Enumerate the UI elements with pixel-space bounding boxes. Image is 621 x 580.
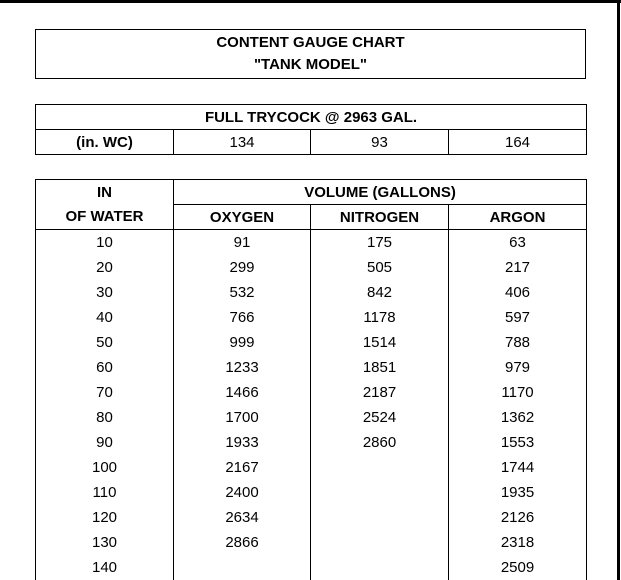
nitrogen-cell: 1178 (311, 305, 449, 330)
oxygen-cell: 91 (174, 230, 311, 256)
water-inches-cell: 90 (36, 430, 174, 455)
table-row (36, 455, 587, 480)
argon-cell: 2509 (449, 555, 587, 580)
table-row (36, 230, 587, 256)
argon-cell: 788 (449, 330, 587, 355)
table-row (36, 505, 587, 530)
trycock-unit-label: (in. WC) (36, 130, 174, 155)
water-inches-cell: 80 (36, 405, 174, 430)
table-row (36, 280, 587, 305)
water-inches-cell: 50 (36, 330, 174, 355)
argon-cell: 979 (449, 355, 587, 380)
oxygen-cell: 1233 (174, 355, 311, 380)
table-row (36, 355, 587, 380)
oxygen-cell: 999 (174, 330, 311, 355)
page-border-top (0, 0, 621, 3)
nitrogen-cell: 1514 (311, 330, 449, 355)
water-inches-cell: 10 (36, 230, 174, 256)
oxygen-cell: 299 (174, 255, 311, 280)
nitrogen-cell (311, 480, 449, 505)
water-inches-cell: 20 (36, 255, 174, 280)
argon-cell: 1170 (449, 380, 587, 405)
nitrogen-cell (311, 455, 449, 480)
nitrogen-cell (311, 555, 449, 580)
argon-cell: 63 (449, 230, 587, 256)
water-inches-cell: 110 (36, 480, 174, 505)
water-inches-cell: 120 (36, 505, 174, 530)
argon-cell: 217 (449, 255, 587, 280)
oxygen-cell: 1466 (174, 380, 311, 405)
trycock-oxygen-value: 134 (174, 130, 311, 155)
nitrogen-cell (311, 530, 449, 555)
table-row (36, 555, 587, 580)
nitrogen-cell (311, 505, 449, 530)
table-row (36, 430, 587, 455)
water-inches-cell: 100 (36, 455, 174, 480)
volume-table (35, 179, 587, 580)
water-inches-cell: 30 (36, 280, 174, 305)
trycock-nitrogen-value: 93 (311, 130, 449, 155)
water-inches-cell: 60 (36, 355, 174, 380)
nitrogen-cell: 175 (311, 230, 449, 256)
water-inches-cell: 40 (36, 305, 174, 330)
page-border-right (617, 0, 620, 580)
volume-header-row-2 (36, 205, 587, 230)
oxygen-cell: 1700 (174, 405, 311, 430)
column-header-argon: ARGON (449, 205, 587, 230)
oxygen-cell: 2866 (174, 530, 311, 555)
argon-cell: 597 (449, 305, 587, 330)
argon-cell: 1744 (449, 455, 587, 480)
nitrogen-cell: 2524 (311, 405, 449, 430)
trycock-table (35, 104, 587, 155)
water-inches-cell: 70 (36, 380, 174, 405)
nitrogen-cell: 2187 (311, 380, 449, 405)
oxygen-cell: 2634 (174, 505, 311, 530)
oxygen-cell: 1933 (174, 430, 311, 455)
column-header-in: IN (36, 180, 174, 205)
argon-cell: 406 (449, 280, 587, 305)
oxygen-cell: 2167 (174, 455, 311, 480)
column-header-nitrogen: NITROGEN (311, 205, 449, 230)
table-row (36, 380, 587, 405)
water-inches-cell: 140 (36, 555, 174, 580)
argon-cell: 1553 (449, 430, 587, 455)
argon-cell: 1935 (449, 480, 587, 505)
argon-cell: 2126 (449, 505, 587, 530)
trycock-values-row (36, 130, 587, 155)
oxygen-cell: 766 (174, 305, 311, 330)
table-row (36, 530, 587, 555)
table-row (36, 480, 587, 505)
nitrogen-cell: 2860 (311, 430, 449, 455)
column-header-oxygen: OXYGEN (174, 205, 311, 230)
oxygen-cell: 532 (174, 280, 311, 305)
column-header-volume: VOLUME (GALLONS) (174, 180, 587, 205)
chart-title-box (35, 29, 586, 79)
argon-cell: 2318 (449, 530, 587, 555)
oxygen-cell: 2400 (174, 480, 311, 505)
nitrogen-cell: 1851 (311, 355, 449, 380)
nitrogen-cell: 842 (311, 280, 449, 305)
column-header-of-water: OF WATER (36, 205, 174, 230)
chart-subtitle: "TANK MODEL" (253, 56, 368, 73)
table-row (36, 330, 587, 355)
trycock-header-row (36, 105, 587, 130)
nitrogen-cell: 505 (311, 255, 449, 280)
water-inches-cell: 130 (36, 530, 174, 555)
volume-header-row-1 (36, 180, 587, 205)
table-row (36, 405, 587, 430)
oxygen-cell (174, 555, 311, 580)
trycock-argon-value: 164 (449, 130, 587, 155)
argon-cell: 1362 (449, 405, 587, 430)
table-row (36, 305, 587, 330)
trycock-header: FULL TRYCOCK @ 2963 GAL. (36, 105, 587, 130)
table-row (36, 255, 587, 280)
chart-title: CONTENT GAUGE CHART (216, 34, 405, 51)
